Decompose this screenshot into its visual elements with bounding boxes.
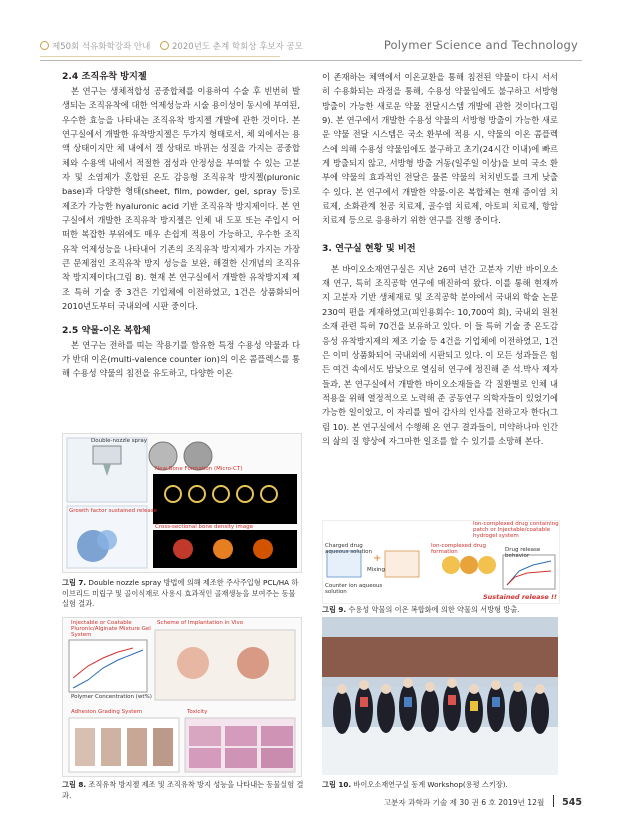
right-column: [322, 70, 558, 448]
header-divider: [40, 60, 582, 61]
figure-8-label-inject: Injectable or Coatable Pluronic/Alginate Mixture Gel System: [71, 620, 151, 638]
figure-9-label-formation: Ion-complexed drug formation: [431, 543, 486, 555]
figure-9-label-sustained: Sustained release !!: [483, 593, 557, 601]
circle-icon: [40, 41, 49, 50]
figure-7: [62, 433, 302, 573]
section-heading-2-5: 2.5 약물-이온 복합체: [62, 324, 151, 336]
figure-8-label-adhesion: Adhesion Grading System: [71, 709, 143, 715]
group-photo-illustration: [322, 617, 558, 775]
footer-divider: [553, 795, 554, 807]
figure-9: [322, 520, 560, 604]
figure-9-caption: 그림 9. 수용성 약물의 이온 복합화에 의한 약물의 서방형 방출.: [322, 605, 520, 614]
paragraph-3: 본 바이오소재연구실은 지난 26여 년간 고분자 기반 바이오소재 연구, 특히 조직공학 연구에 매진하여 왔다. 이를 통해 현재까지 고분자 기반 생체재료 및 조직공학 분야에서 국내외 학술 논문 230여 편을 게재하였고(피인용회수: 10,700여 회), 국내외 원천소재 관련 특허 70건을 보유하고 있다. 이 들 특허 기술 중 온도감응성 유착방지제의 제조 기술 등 4건을 기업체에 이전하였고, 1건은 이미 상품화되어 국내외에 시판되고 있다. 이 모든 성과들은 힘든 여건 속에서도 밤낮으로 열심히 연구에 정진해 준 석.박사 제자들과, 본 연구실에서 개발한 바이오소재들을 각 질환별로 인체 내 적용을 위해 열정적으로 노력해 준 공동연구 의학자들이 있었기에 가능한 일이었고, 이 자리를 빌어 감사의 인사를 전하고자 한다(그림 10). 본 연구실에서 수행해 온 연구 결과들이, 미약하나마 인간의 삶의 질 향상에 자그마한 일조를 할 수 있기를 소망해 본다.: [322, 263, 558, 446]
figure-10-photo: [322, 617, 558, 775]
paragraph-2-4: 본 연구는 생체적합성 공중합체를 이용하여 수술 후 빈번히 발생되는 조직유착에 대한 억제성능과 시술 용이성이 동시에 부여된, 우수한 효능을 나타내는 조직유착 방지젤 개발에 관한 것이다. 본 연구실에서 개발한 유착방지젤은 두가지 형태로서, 체 외에서는 용액 상태이지만 체 내에서 겔 상태로 바뀌는 성질을 가지는 공중합체와 수용액 내에서 적절한 점성과 안정성을 부여할 수 있는 고분자 및 소염제가 혼합된 온도 감응형 조직유착 방지젤(pluronic base)과 다양한 형태(sheet, film, powder, gel, spray 등)로 제조가 가능한 hyaluronic acid 기반 조직유착 방지제이다. 본 연구실에서 개발한 조직유착 방지젤은 인체 내 도포 또는 주입시 어떠한 복잡한 부위에도 매우 손쉽게 적용이 가능하고, 우수한 조직유착 억제성능을 나타내어 기존의 조직유착 방지제가 가지는 가장 큰 문제점인 조직유착 방지 성능을 보완, 해결한 신개념의 조직유착 방지제이다(그림 8). 현재 본 연구실에서 개발한 유착방지제 제조 특허 기술 중 3건은 기업체에 이전하였고, 1건은 상품화되어 2010년도부터 국내외에 시판 중이다.: [62, 86, 300, 312]
figure-7-label-spray: Double-nozzle spray: [91, 438, 148, 444]
figure-8-label-scheme: Scheme of Implantation in Vivo: [157, 620, 244, 626]
header-accent-line: [40, 56, 280, 57]
left-column: [62, 70, 300, 381]
page-footer: [384, 795, 582, 808]
header-tab-lecture[interactable]: 제50회 석유화학강좌 안내: [40, 40, 150, 52]
svg-text:+: +: [373, 553, 382, 564]
figure-7-illustration: [63, 434, 301, 572]
circle-icon: [160, 41, 169, 50]
figure-8-label-xaxis: Polymer Concentration (wt%): [71, 694, 152, 700]
header-tab-award[interactable]: 2020년도 춘계 학회상 후보자 공모: [160, 40, 303, 52]
figure-8-label-toxicity: Toxicity: [187, 709, 208, 715]
journal-title: Polymer Science and Technology: [383, 38, 578, 52]
figure-9-label-charged: Charged drug aqueous solution: [325, 543, 372, 555]
figure-9-label-counter: Counter ion aqueous solution: [325, 583, 383, 595]
figure-8-caption: 그림 8. 조직유착 방지젤 제조 및 조직유착 방지 성능을 나타내는 동물실험 결과.: [62, 780, 304, 800]
paragraph-2-5: 본 연구는 전하를 띠는 작용기를 함유한 특정 수용성 약물과 다가 반대 이온(multi-valence counter ion)의 이온 콤플렉스를 통해 수용성 약물의 침전을 유도하고, 다양한 이온: [62, 339, 301, 379]
figure-7-label-cross: Cross-sectional bone density image: [155, 524, 254, 530]
figure-9-label-release: Drug release behavior: [505, 547, 541, 559]
figure-7-label-bone: New Bone Formation (Micro-CT): [155, 466, 243, 472]
section-heading-3: 3. 연구실 현황 및 비전: [322, 242, 416, 254]
paragraph-2-5-continued: 이 존재하는 체액에서 이온교환을 통해 침전된 약물이 다시 서서히 수용화되는 과정을 통해, 수용성 약물임에도 불구하고 서방형 방출이 가능한 새로운 약물 전달시스템 개발에 관한 것이다(그림 9). 본 연구에서 개발한 수용성 약물의 서방형 방출이 가능한 새로운 약물 전달 시스템은 국소 환부에 적용 시, 약물의 이온 콤플렉스에 의해 수용성 약물임에도 불구하고 초기(24시간 이내)에 빠르게 방출되지 않고, 서방형 방출 거동(일주일 이상)을 보여 국소 환부에 약물의 효과적인 전달은 물론 약물의 처치빈도를 크게 낮출 수 있다. 본 연구에서 개발한 약물-이온 복합체는 현재 증이염 치료제, 소화관계 천공 치료제, 골수염 치료제, 아토피 치료제, 항암 치료제 등으로 응용하기 위한 연구를 진행 중이다.: [322, 72, 558, 226]
section-heading-2-4: 2.4 조직유착 방지젤: [62, 71, 147, 82]
figure-9-label-mixing: Mixing: [367, 567, 386, 573]
footer-journal: 고분자 과학과 기술: [383, 798, 448, 807]
page-number: 545: [562, 797, 582, 808]
figure-10-caption: 그림 10. 바이오소재연구실 동계 Workshop(용평 스키장).: [322, 780, 508, 789]
figure-9-label-ion: Ion-complexed drug containing patch or Injectable/coatable hydrogel system: [473, 521, 559, 539]
figure-8: [62, 617, 302, 777]
figure-7-label-growth: Growth factor sustained release: [69, 508, 157, 514]
footer-issue: 제 30 권 6 호 2019년 12월: [449, 798, 545, 807]
figure-7-caption: 그림 7. Double nozzle spray 방법에 의해 제조한 주사주입형 PCL/HA 하이브리드 미립구 및 골이식재로 사용시 효과적인 골재생능을 보여주는 동물실험 결과.: [62, 578, 299, 608]
